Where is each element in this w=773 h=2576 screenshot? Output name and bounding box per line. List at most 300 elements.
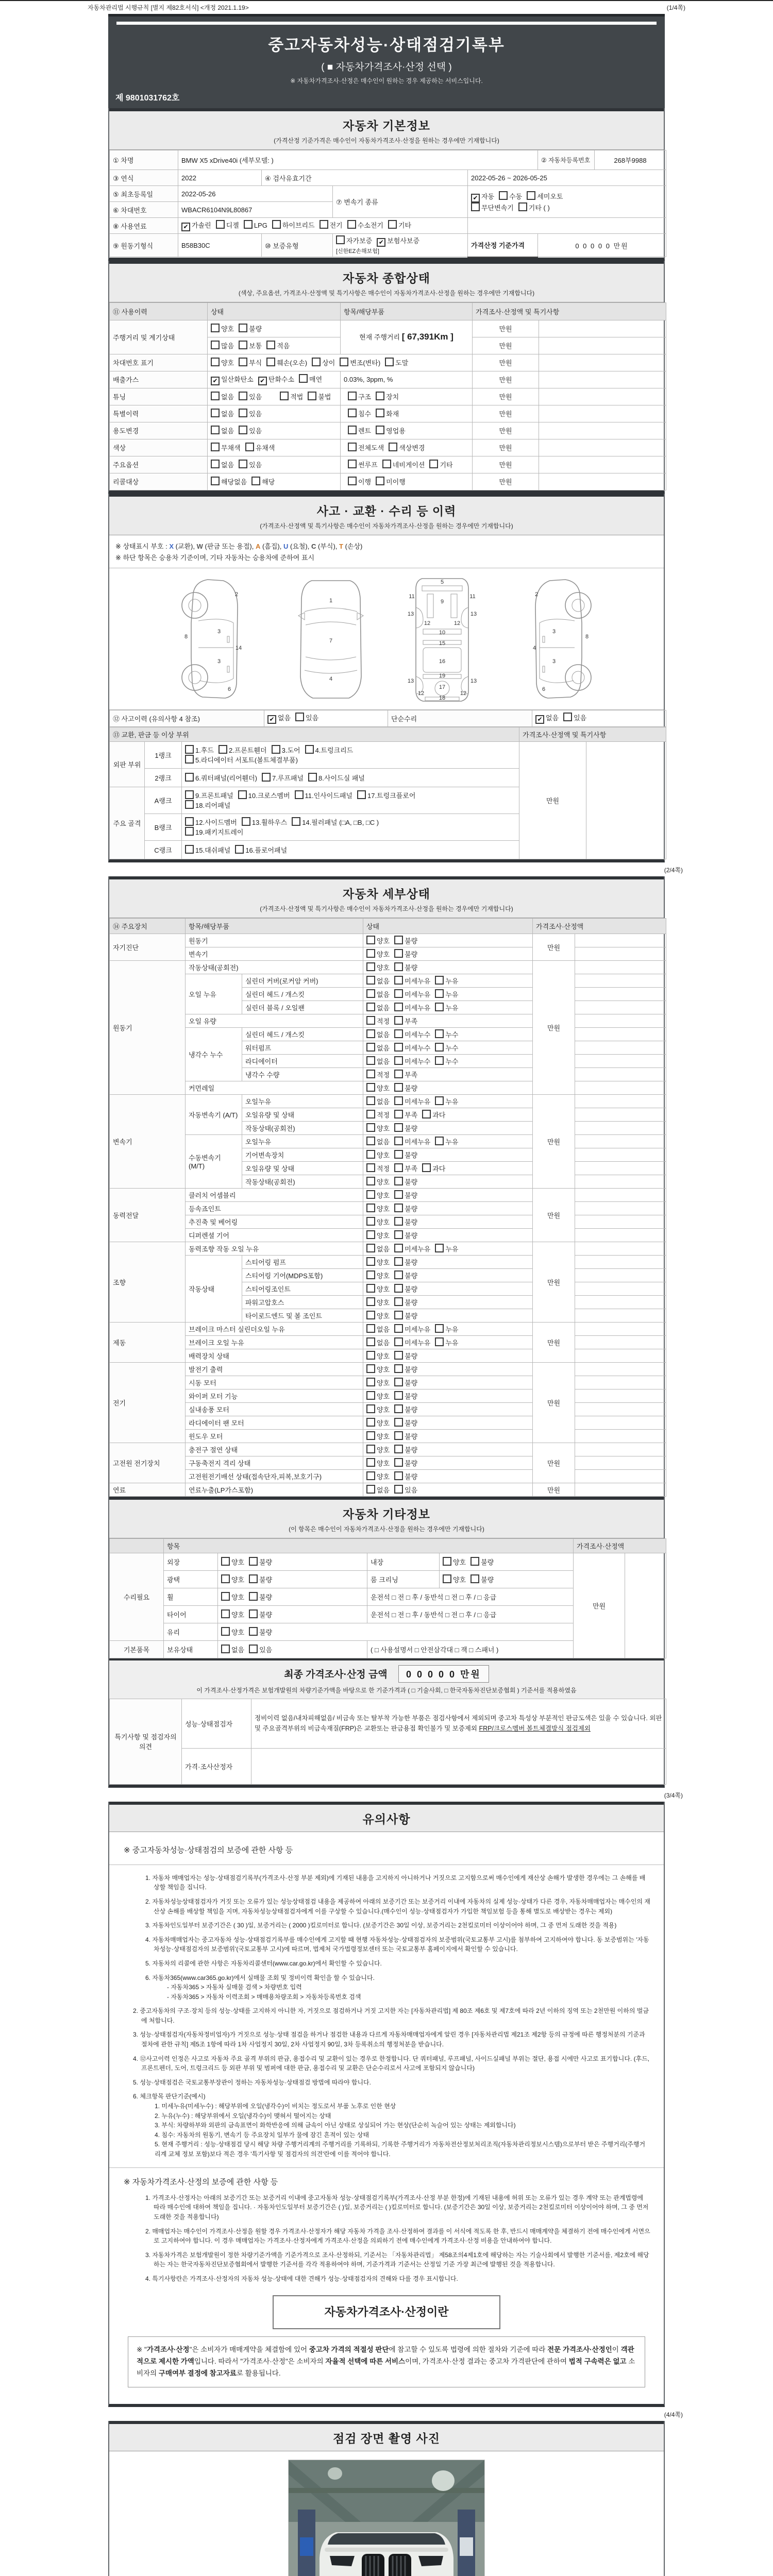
page-marker-3: (3/4쪽) [664,1791,683,1799]
car-diagrams [109,568,664,710]
checkbox-미세누유[interactable]: 미세누유 [394,1096,430,1106]
checkbox-불량[interactable]: 불량 [394,1404,417,1414]
checkbox-양호[interactable]: 양호 [366,1190,390,1200]
checkbox-디젤[interactable]: 디젤 [216,220,239,230]
remark-cell [539,439,666,456]
checkbox-양호[interactable]: 양호 [366,1445,390,1454]
checkbox-양호[interactable]: 양호 [366,936,390,945]
checkbox-무단변속기[interactable]: 무단변속기 [471,202,514,212]
checkbox-누수[interactable]: 누수 [435,1043,458,1053]
checkbox-불량[interactable]: 불량 [249,1557,272,1567]
checkbox-없음[interactable]: 없음 [366,1337,390,1347]
remark-cell [586,741,666,859]
diagram-part-number: 15 [439,640,446,647]
checkbox-있음[interactable]: 있음 [295,713,318,722]
checkbox-부족[interactable]: 부족 [394,1070,417,1079]
checkbox-없음[interactable]: ✔ 없음 [535,713,559,724]
page-marker-1: (1/4쪽) [666,4,685,11]
notices-warranty-list [145,1873,650,2002]
diagram-part-number: 3 [217,628,221,635]
checkbox-적정[interactable]: 적정 [366,1070,390,1079]
checkbox-17.트렁크플로어[interactable]: 17.트렁크플로어 [357,790,415,800]
remark-cell [575,1295,666,1309]
etc-info-table [109,1538,664,1658]
checkbox-불량[interactable]: 불량 [394,1431,417,1441]
checkbox-세미오토[interactable]: 세미오토 [527,191,563,201]
checkbox-불량[interactable]: 불량 [394,1418,417,1428]
checkbox-양호[interactable]: 양호 [211,324,234,333]
checkbox-도말[interactable]: 도말 [385,358,408,367]
checkbox-적정[interactable]: 적정 [366,1163,390,1173]
checkbox-불량[interactable]: 불량 [394,1230,417,1240]
remark-cell [575,1041,666,1054]
price-cell: 만원 [533,934,575,960]
etc-info-title: 자동차 기타정보 [343,1507,430,1521]
checkbox-유채색[interactable]: 유채색 [245,443,275,452]
diagram-part-number: 9 [440,598,444,605]
checkbox-기타 ( )[interactable]: 기타 ( ) [518,202,550,212]
checkbox-불량[interactable]: 불량 [394,1378,417,1387]
checkbox-양호[interactable]: 양호 [366,1364,390,1374]
checkbox-5.라디에이터 서포트(볼트체결부품)[interactable]: 5.라디에이터 서포트(볼트체결부품) [185,755,298,765]
notice-item: 5. 자동차의 리콜에 관한 사항은 자동차리콜센터(www.car.go.kr)에서 확인할 수 있습니다. [145,1959,382,1967]
checkbox-과다[interactable]: 과다 [422,1163,445,1173]
checkbox-양호[interactable]: 양호 [366,1177,390,1187]
diagram-part-number: 13 [407,677,414,684]
checkbox-불량[interactable]: 불량 [394,1391,417,1401]
checkbox-전기[interactable]: 전기 [320,220,343,230]
notice-item: 2. 중고자동차의 구조·장치 등의 성능·상태를 고지하지 아니한 자, 거짓으로 점검하거나 거짓 고지한 자는 [자동차관리법] 제 80조 제6호 및 제7호에 따라 2년 이하의 징역 또는 2천만원 이하의 벌금에 처합니다. [133,2007,649,2024]
checkbox-16.플로어패널[interactable]: 16.플로어패널 [235,845,287,855]
checkbox-하이브리드[interactable]: 하이브리드 [272,220,315,230]
detail-state-title: 자동차 세부상태 [343,887,430,901]
remark-cell [575,1469,666,1483]
checkbox-변조(변타)[interactable]: 변조(변타) [340,358,380,367]
checkbox-있음[interactable]: 있음 [239,426,262,435]
checkbox-불량[interactable]: 불량 [249,1609,272,1619]
diagram-part-number: 8 [585,633,589,640]
checkbox-불량[interactable]: 불량 [394,1270,417,1280]
diagram-part-number: 7 [329,637,333,644]
diagram-part-number: 2 [234,591,239,598]
remark-cell [575,947,666,960]
detail-state-subtitle: (가격조사·산정액 및 특기사항은 매수인이 자동차가격조사·산정을 원하는 경우에만 기재합니다) [260,905,513,912]
notices-sub2: ※ 자동차가격조사·산정의 보증에 관한 사항 등 [124,2177,278,2187]
document-title: 중고자동차성능·상태점검기록부 [268,36,505,54]
checkbox-없음[interactable]: 없음 [366,1056,390,1066]
checkbox-일산화탄소[interactable]: ✔ 일산화탄소 [211,374,254,385]
checkbox-불량[interactable]: 불량 [249,1592,272,1602]
checkbox-불량[interactable]: 불량 [394,1257,417,1267]
diagram-part-number: 3 [552,628,556,635]
diagram-part-number: 18 [439,694,446,701]
checkbox-없음[interactable]: 없음 [366,1324,390,1334]
checkbox-구조[interactable]: 구조 [348,392,371,401]
remark-cell [575,1362,666,1376]
inspector-opinion-table [109,1699,664,1785]
price-cell: 만원 [533,1483,575,1496]
remark-cell [575,1201,666,1215]
checkbox-없음[interactable]: 없음 [211,426,234,435]
checkbox-미세누수[interactable]: 미세누수 [394,1043,430,1053]
checkbox-불량[interactable]: 불량 [394,1471,417,1481]
checkbox-불량[interactable]: 불량 [394,1351,417,1361]
checkbox-불량[interactable]: 불량 [394,1177,417,1187]
remark-cell [575,1483,666,1496]
remark-cell [575,1148,666,1161]
checkbox-부족[interactable]: 부족 [394,1163,417,1173]
accident-notes [109,535,664,568]
remark-cell [575,1309,666,1322]
checkbox-자가보증[interactable]: 자가보증 [336,235,372,245]
checkbox-없음[interactable]: 없음 [211,409,234,418]
checkbox-없음[interactable]: 없음 [366,1244,390,1253]
remark-cell [575,1429,666,1443]
checkbox-12.사이드멤버[interactable]: 12.사이드멤버 [185,817,237,827]
checkbox-있음[interactable]: 있음 [249,1645,272,1654]
checkbox-기타[interactable]: 기타 [429,460,452,469]
checkbox-누수[interactable]: 누수 [435,1029,458,1039]
checkbox-양호[interactable]: 양호 [366,962,390,972]
checkbox-8.사이드실 패널[interactable]: 8.사이드실 패널 [308,773,365,783]
checkbox-양호[interactable]: 양호 [366,1471,390,1481]
checkbox-보험사보증[interactable]: ✔ 보험사보증 [377,235,419,247]
remark-cell [575,1014,666,1027]
etc-info-subtitle: (이 항목은 매수인이 자동차가격조사·산정을 원하는 경우에만 기재합니다) [289,1525,484,1533]
checkbox-미이행[interactable]: 미이행 [376,477,406,486]
checkbox-썬루프[interactable]: 썬루프 [348,460,378,469]
checkbox-양호[interactable]: 양호 [366,1378,390,1387]
checkbox-9.프론트패널[interactable]: 9.프론트패널 [185,790,233,800]
checkbox-불량[interactable]: 불량 [470,1574,494,1584]
diagram-part-number: 13 [470,611,477,617]
checkbox-불량[interactable]: 불량 [394,1458,417,1468]
checkbox-적법[interactable]: 적법 [280,392,303,401]
checkbox-없음[interactable]: 없음 [211,392,234,401]
checkbox-불량[interactable]: 불량 [394,1217,417,1227]
checkbox-양호[interactable]: 양호 [366,1351,390,1361]
remark-cell [539,456,666,473]
remark-cell [575,1376,666,1389]
checkbox-불량[interactable]: 불량 [394,1284,417,1294]
checkbox-누유[interactable]: 누유 [435,1337,458,1347]
about-pricing-box: 자동차가격조사·산정이란 [273,2295,500,2329]
remark-cell [575,1121,666,1134]
remark-cell [575,1416,666,1429]
diagram-part-number: 11 [469,593,476,600]
checkbox-미세누유[interactable]: 미세누유 [394,1324,430,1334]
checkbox-양호[interactable]: 양호 [366,1123,390,1133]
checkbox-양호[interactable]: 양호 [366,1311,390,1320]
notice-item: 4. 특기사항란은 가격조사·산정자의 자동차 성능·상태에 대한 견해가 성능·상태점검자의 견해와 다를 경우 표시합니다. [145,2275,458,2282]
checkbox-누유[interactable]: 누유 [435,1324,458,1334]
diagram-part-number: 19 [439,672,446,679]
checkbox-불량[interactable]: 불량 [394,962,417,972]
checkbox-네비게이션[interactable]: 네비게이션 [382,460,425,469]
checkbox-누유[interactable]: 누유 [435,1096,458,1106]
photos-header [109,2421,664,2451]
remark-cell [575,1067,666,1081]
checkbox-없음[interactable]: 없음 [221,1645,244,1654]
checkbox-미세누유[interactable]: 미세누유 [394,1137,430,1146]
checkbox-양호[interactable]: 양호 [366,1431,390,1441]
diagram-part-number: 11 [409,593,415,600]
checkbox-불량[interactable]: 불량 [394,1190,417,1200]
diagram-part-number: 1 [329,597,333,604]
diagram-part-number: 4 [329,675,333,682]
car-diagram-underbody [398,575,486,704]
checkbox-렌트[interactable]: 렌트 [348,426,371,435]
checkbox-양호[interactable]: 양호 [366,1083,390,1093]
checkbox-없음[interactable]: 없음 [366,1043,390,1053]
section-notices [108,1802,665,2407]
checkbox-양호[interactable]: 양호 [221,1574,244,1584]
checkbox-없음[interactable]: 없음 [211,460,234,469]
checkbox-없음[interactable]: 없음 [366,1485,390,1495]
checkbox-양호[interactable]: 양호 [221,1609,244,1619]
header-stripe [116,22,657,25]
checkbox-해당없음[interactable]: 해당없음 [211,477,247,486]
checkbox-있음[interactable]: 있음 [394,1485,417,1495]
remark-cell [575,960,666,974]
notices-general-list [123,2006,650,2159]
price-cell: 만원 [519,741,586,859]
checkbox-없음[interactable]: 없음 [366,989,390,999]
price-cell: 만원 [533,1094,575,1188]
checkbox-없음[interactable]: 없음 [366,1137,390,1146]
checkbox-있음[interactable]: 있음 [239,460,262,469]
checkbox-양호[interactable]: 양호 [366,1150,390,1160]
checkbox-적음[interactable]: 적음 [266,341,290,350]
overall-state-table [109,302,664,490]
checkbox-3.도어[interactable]: 3.도어 [272,745,300,755]
final-price-label: 최종 가격조사·산정 금액 [284,1669,388,1680]
notices-pricing-list [145,2193,650,2284]
checkbox-부족[interactable]: 부족 [394,1016,417,1026]
checkbox-미세누유[interactable]: 미세누유 [394,989,430,999]
price-cell: 만원 [473,439,539,456]
notice-item: 5. 성능·상태점검은 국토교통부장관이 정하는 자동차성능·상태점검 방법에 따라야 합니다. [133,2078,371,2086]
diagram-part-number: 10 [439,629,446,636]
checkbox-자동[interactable]: ✔ 자동 [471,191,494,202]
checkbox-불량[interactable]: 불량 [249,1574,272,1584]
checkbox-양호[interactable]: 양호 [221,1627,244,1637]
accident-row-table: ⑫ 사고이력 (유의사항 4 참조) ✔ 없음 있음 단순수리 ✔ 없음 있음 [109,710,666,727]
checkbox-불량[interactable]: 불량 [394,1445,417,1454]
checkbox-이행[interactable]: 이행 [348,477,371,486]
checkbox-1.후드[interactable]: 1.후드 [185,745,214,755]
checkbox-양호[interactable]: 양호 [366,1230,390,1240]
diagram-part-number: 3 [552,658,556,665]
checkbox-누유[interactable]: 누유 [435,1244,458,1253]
checkbox-15.대쉬패널[interactable]: 15.대쉬패널 [185,845,230,855]
checkbox-가솔린[interactable]: ✔ 가솔린 [181,220,211,231]
checkbox-무채색[interactable]: 무채색 [211,443,241,452]
checkbox-14.필러패널 (□A, □B, □C )[interactable]: 14.필러패널 (□A, □B, □C ) [292,817,379,827]
checkbox-있음[interactable]: 있음 [239,392,262,401]
checkbox-매연[interactable]: 매연 [299,374,322,384]
checkbox-해당[interactable]: 해당 [251,477,275,486]
checkbox-7.루프패널[interactable]: 7.루프패널 [262,773,304,783]
document-number: 제 9801031762호 [115,94,180,103]
opinion-table: 특기사항 및 점검자의 의견 성능·상태점검자 정비이력 없음/내차피해없음/ 비금속 또는 탈부착 가능한 부품은 점검사항에서 제외되며 중고차 특성상 부분적인 판금도색은 있을 수 있습니다. 외판 및 주요골격부위의 비금속재질(FRP)은 교환또는 판금용접 확인불가 및 보증제외 FRP/크로스멤버 볼트체결방식 점검제외 가격·조사산정자 [109,1699,666,1785]
checkbox-13.휠하우스[interactable]: 13.휠하우스 [242,817,287,827]
accident-check-rows [109,710,664,727]
checkbox-누수[interactable]: 누수 [435,1056,458,1066]
price-cell: 만원 [473,320,539,337]
notice-item: 3. 성능·상태점검자(자동차정비업자)가 거짓으로 성능·상태 점검을 하거나 점검한 내용과 다르게 자동차매매업자에게 알린 경우 [자동차관리법 제21조 제2항 등의 규정에 따른 행정처분의 기준과 절차에 관한 규칙] 제5조 1항에 따라 1차 사업정지 30일, 2차 사업정지 90일, 3차 등록취소의 행정처분을 받습니다. [133,2031,645,2048]
checkbox-양호[interactable]: 양호 [366,1270,390,1280]
checkbox-누유[interactable]: 누유 [435,976,458,986]
checkbox-양호[interactable]: 양호 [366,1391,390,1401]
checkbox-미세누유[interactable]: 미세누유 [394,1003,430,1012]
notice-item: 2. 매매업자는 매수인이 가격조사·산정을 원할 경우 가격조사·산정자가 해당 자동차 가격을 조사·산정하여 결과를 이 서식에 적도록 한 후, 반드시 매매계약을 체결하기 전에 매수인에게 서면으로 고지하여야 합니다. 이 경우 매매업자는 가격조사·산정자에게 가격조사·산정을 의뢰하기 전에 매수인에게 가격조사·산정 비용을 안내하여야 합니다. [145,2227,650,2245]
checkbox-불량[interactable]: 불량 [394,1150,417,1160]
checkbox-양호[interactable]: 양호 [211,358,234,367]
checkbox-18.리어패널[interactable]: 18.리어패널 [185,800,230,810]
checkbox-불량[interactable]: 불량 [394,936,417,945]
checkbox-없음[interactable]: 없음 [366,1096,390,1106]
checkbox-양호[interactable]: 양호 [366,1217,390,1227]
document-sheet [88,0,685,2576]
checkbox-양호[interactable]: 양호 [366,1257,390,1267]
checkbox-LPG[interactable]: LPG [244,220,267,229]
checkbox-10.크로스멤버[interactable]: 10.크로스멤버 [238,790,290,800]
checkbox-6.쿼터패널(리어휀더)[interactable]: 6.쿼터패널(리어휀더) [185,773,257,783]
checkbox-4.트렁크리드[interactable]: 4.트렁크리드 [305,745,354,755]
price-cell: 만원 [473,354,539,371]
checkbox-불량[interactable]: 불량 [394,1083,417,1093]
price-cell: 만원 [533,1242,575,1322]
checkbox-적정[interactable]: 적정 [366,1016,390,1026]
checkbox-불량[interactable]: 불량 [394,1311,417,1320]
checkbox-있음[interactable]: 있음 [563,713,586,722]
checkbox-적정[interactable]: 적정 [366,1110,390,1120]
checkbox-불량[interactable]: 불량 [394,1364,417,1374]
price-cell: 만원 [473,456,539,473]
remark-cell [539,388,666,405]
diagram-part-number: 12 [424,620,431,626]
checkbox-2.프론트휀더[interactable]: 2.프론트휀더 [219,745,267,755]
checkbox-양호[interactable]: 양호 [366,1204,390,1213]
checkbox-불량[interactable]: 불량 [249,1627,272,1637]
checkbox-탄화수소[interactable]: ✔ 탄화수소 [258,374,294,385]
car-diagram-right-side [510,575,597,704]
checkbox-불법[interactable]: 불법 [308,392,331,401]
checkbox-양호[interactable]: 양호 [221,1592,244,1602]
checkbox-양호[interactable]: 양호 [366,1297,390,1307]
checkbox-미세누수[interactable]: 미세누수 [394,1029,430,1039]
checkbox-미세누유[interactable]: 미세누유 [394,976,430,986]
price-cell: 만원 [473,388,539,405]
diagram-part-number: 8 [184,633,188,640]
checkbox-수동[interactable]: 수동 [499,191,522,201]
checkbox-부식[interactable]: 부식 [239,358,262,367]
notice-item: 1. 자동차 매매업자는 성능·상태점검기록부(가격조사·산정 부분 제외)에 기재된 내용을 고지하지 아니하거나 거짓으로 고지함으로써 매수인에게 재산상 손해가 발생한 경우에는 그 손해를 배상할 책임을 집니다. [145,1874,646,1891]
remark-cell [539,405,666,422]
remark-cell [575,1255,666,1268]
diagram-part-number: 4 [532,645,536,651]
checkbox-없음[interactable]: ✔ 없음 [267,713,291,724]
remark-cell [575,1175,666,1188]
notice-item: 6. 체크항목 판단기준(예시) 1. 미세누유(미세누수) : 해당부위에 오일(냉각수)이 비치는 정도로서 부품 노후로 인한 현상 2. 누유(누수) : 해당부위에서 오일(냉각수)이 맺혀서 떨어지는 상태 3. 부식: 차량하부와 외판의 금속표면이 화학반응에 의해 금속이 아닌 상태로 상실되어 가는 현상(단순히 녹슬어 있는 상태는 제외합니다) 4. 침수: 자동차의 원동기, 변속기 등 주요장치 일부가 물에 잠긴 흔적이 있는 상태 5. 현재 주행거리 : 성능·상태점검 당시 해당 차량 주행거리계의 주행거리를 기록하되, 기록한 주행거리가 자동차전산정보처리조직(자동차관리정보시스템)으로부터 받은 주행거리(주행거리계 교체 정보 포함)보다 적은 경우 '특기사항 및 점검자의 의견'란에 이를 적어야 합니다. [133,2093,646,2158]
accident-header [109,494,664,535]
checkbox-불량[interactable]: 불량 [394,1297,417,1307]
checkbox-미세누유[interactable]: 미세누유 [394,1337,430,1347]
checkbox-불량[interactable]: 불량 [394,1204,417,1213]
price-cell: 만원 [533,960,575,1094]
checkbox-훼손(오손)[interactable]: 훼손(오손) [266,358,307,367]
checkbox-없음[interactable]: 없음 [366,1003,390,1012]
checkbox-영업용[interactable]: 영업용 [376,426,406,435]
price-cell: 만원 [473,337,539,354]
checkbox-색상변경[interactable]: 색상변경 [389,443,425,452]
remark-cell [575,1027,666,1041]
checkbox-미세누유[interactable]: 미세누유 [394,1244,430,1253]
comp-table: ⑪ 사용이력 상태 항목/해당부품 가격조사·산정액 및 특기사항 주행거리 및 계기상태 양호 불량 현재 주행거리 [ 67,391Km ] 만원 많음 보통 적음 만원 차대번호 표기 양호 부식 훼손(오손) 상이 변조(변타) 도말 만원 배출가스 ✔ 일산화탄소 ✔ 탄화수소 매연 0.03%, 3ppm, % 만원 튜닝 없음 있음 적법 불법 구조 장치 만원 특별이력 없음 있음 침수 화재 만원 용도변경 없음 있음 렌트 영업용 만원 색상 무채색 유채색 전체도색 색상변경 만원 주요옵션 없음 있음 썬루프 네비게이션 기타 만원 리콜대상 해당없음 해당 이행 미이행 만원 [109,302,666,490]
remark-cell [575,1094,666,1108]
diagram-part-number: 13 [470,677,477,684]
checkbox-양호[interactable]: 양호 [366,1418,390,1428]
checkbox-양호[interactable]: 양호 [443,1574,466,1584]
checkbox-양호[interactable]: 양호 [366,1458,390,1468]
diagram-part-number: 14 [235,645,242,651]
checkbox-누유[interactable]: 누유 [435,1137,458,1146]
checkbox-양호[interactable]: 양호 [366,1284,390,1294]
remark-cell [575,1443,666,1456]
overall-state-title: 자동차 종합상태 [343,271,430,285]
price-cell: 만원 [533,1188,575,1242]
checkbox-불량[interactable]: 불량 [239,324,262,333]
checkbox-불량[interactable]: 불량 [470,1557,494,1567]
checkbox-11.인사이드패널[interactable]: 11.인사이드패널 [295,790,352,800]
checkbox-장치[interactable]: 장치 [376,392,399,401]
accident-subtitle: (가격조사·산정액 및 특기사항은 매수인이 자동차가격조사·산정을 원하는 경우에만 기재합니다) [260,522,513,530]
checkbox-침수[interactable]: 침수 [348,409,371,418]
checkbox-보통[interactable]: 보통 [239,341,262,350]
checkbox-누유[interactable]: 누유 [435,1003,458,1012]
remark-cell [575,1349,666,1362]
checkbox-수소전기[interactable]: 수소전기 [347,220,383,230]
checkbox-있음[interactable]: 있음 [239,409,262,418]
checkbox-누유[interactable]: 누유 [435,989,458,999]
checkbox-전체도색[interactable]: 전체도색 [348,443,384,452]
checkbox-상이[interactable]: 상이 [312,358,335,367]
diagram-part-number: 3 [217,658,221,665]
checkbox-양호[interactable]: 양호 [366,1404,390,1414]
checkbox-화재[interactable]: 화재 [376,409,399,418]
checkbox-기타[interactable]: 기타 [388,220,411,230]
checkbox-없음[interactable]: 없음 [366,976,390,986]
checkbox-양호[interactable]: 양호 [443,1557,466,1567]
checkbox-많음[interactable]: 많음 [211,341,234,350]
final-price-value: 0 0 0 0 0 만원 [398,1665,489,1683]
checkbox-불량[interactable]: 불량 [394,1123,417,1133]
detail-state-header [109,876,664,918]
checkbox-19.패키지트레이[interactable]: 19.패키지트레이 [185,827,243,837]
checkbox-양호[interactable]: 양호 [221,1557,244,1567]
diagram-part-number: 17 [439,684,446,690]
checkbox-양호[interactable]: 양호 [366,949,390,959]
checkbox-과다[interactable]: 과다 [422,1110,445,1120]
checkbox-부족[interactable]: 부족 [394,1110,417,1120]
checkbox-없음[interactable]: 없음 [366,1029,390,1039]
diagram-part-number: 5 [440,579,444,585]
inspection-photos [109,2451,664,2576]
remark-cell [575,1268,666,1282]
checkbox-불량[interactable]: 불량 [394,949,417,959]
checkbox-미세누수[interactable]: 미세누수 [394,1056,430,1066]
